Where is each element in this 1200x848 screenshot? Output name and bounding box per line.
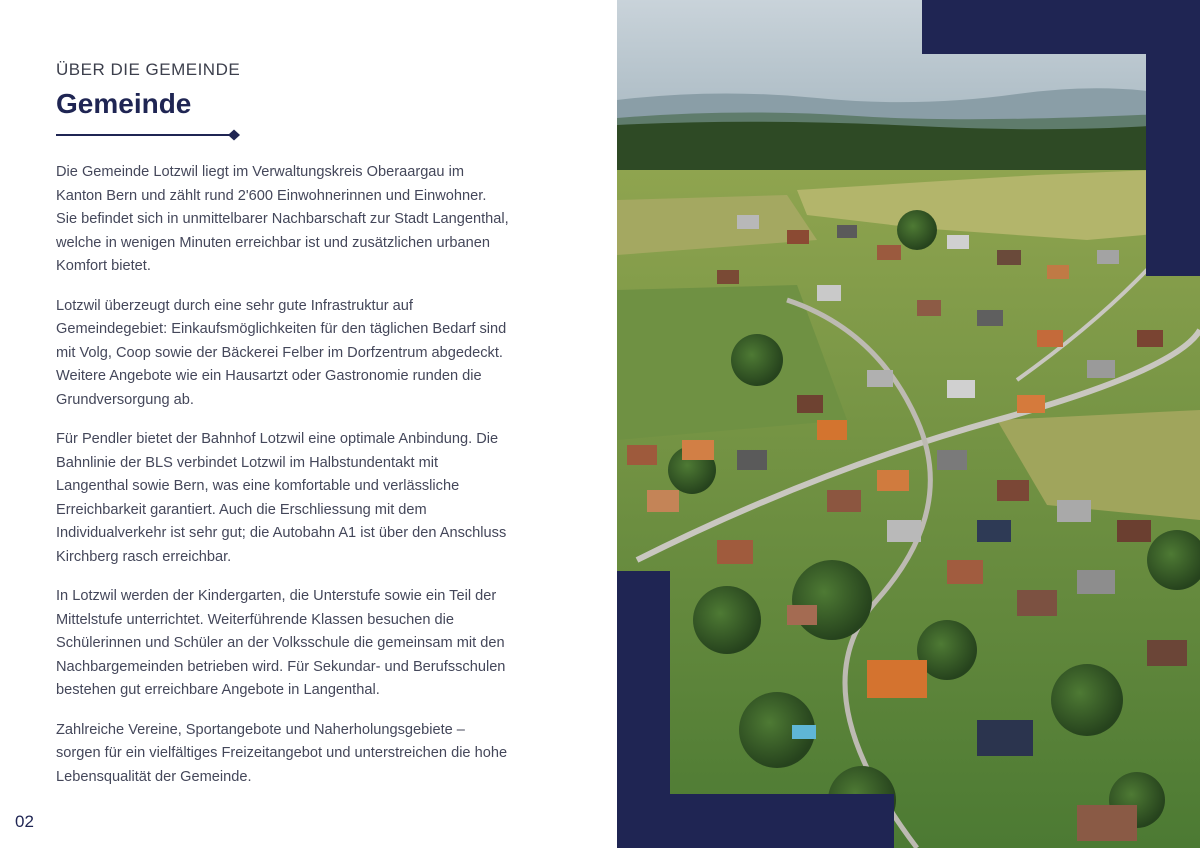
title-underline-divider (56, 129, 240, 141)
paragraph-intro: Die Gemeinde Lotzwil liegt im Verwaltungskreis Oberaargau im Kanton Bern und zählt rund 2'600 Einwohnerinnen und Einwohner. Sie befindet sich in unmittelbarer Nachbarschaft zur Stadt Langenthal, welche in wenigen Minuten erreichbar ist und zusätzlichen urbanen Komfort bietet. (56, 164, 509, 274)
navy-corner-block-bottom (617, 794, 894, 848)
page-title: Gemeinde (56, 88, 192, 119)
body-text (56, 161, 511, 805)
paragraph-leisure: Zahlreiche Vereine, Sportangebote und Naherholungsgebiete – sorgen für ein vielfältiges Freizeitangebot und unterstreichen die hohe Lebensqualität der Gemeinde. (56, 721, 508, 785)
page-number: 02 (15, 812, 34, 831)
aerial-village-photo (617, 0, 1200, 848)
navy-corner-block-right (1146, 0, 1200, 276)
paragraph-infrastructure: Lotzwil überzeugt durch eine sehr gute Infrastruktur auf Gemeindegebiet: Einkaufsmöglichkeiten für den täglichen Bedarf sind mit Volg, Coop sowie der Bäckerei Felber im Dorfzentrum abgedeckt. Weitere Angebote wie ein Hausartzt oder Gastronomie runden die Grundversorgung ab. (56, 297, 507, 408)
paragraph-schools: In Lotzwil werden der Kindergarten, die Unterstufe sowie ein Teil der Mittelstufe unterrichtet. Weiterführende Klassen besuchen die Schülerinnen und Schüler an der Volksschule die gemeinsam mit den Nachbargemeinden betrieben wird. Für Sekundar- und Berufsschulen bestehen gut erreichbare Angebote in Langenthal. (56, 588, 506, 698)
paragraph-transport: Für Pendler bietet der Bahnhof Lotzwil eine optimale Anbindung. Die Bahnlinie der BLS verbindet Lotzwil im Halbstundentakt mit Langenthal sowie Bern, was eine komfortable und verlässliche Erreichbarkeit garantiert. Auch die Erschliessung mit dem Individualverkehr ist sehr gut; die Autobahn A1 ist über den Anschluss Kirchberg rasch erreichbar. (56, 431, 507, 565)
aerial-village-illustration (617, 0, 1200, 848)
section-eyebrow: ÜBER DIE GEMEINDE (56, 60, 241, 79)
